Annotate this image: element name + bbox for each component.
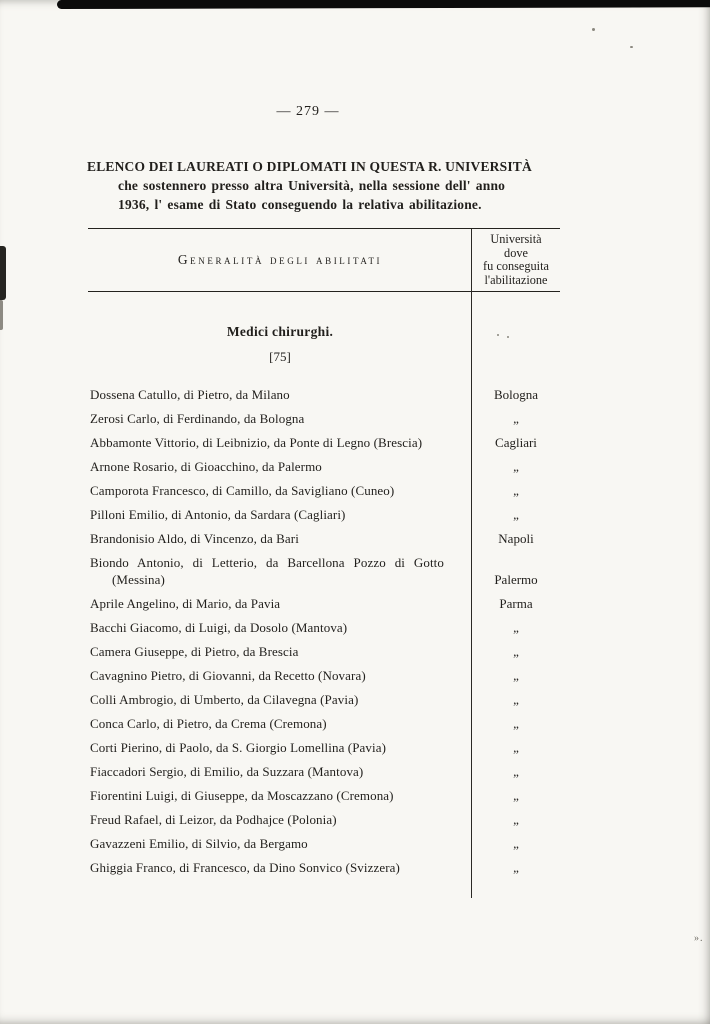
- graduate-name: Pilloni Emilio, di Antonio, da Sardara (Cagliari): [90, 507, 346, 522]
- university-value: „: [513, 811, 519, 827]
- graduate-name: Gavazzeni Emilio, di Silvio, da Bergamo: [90, 835, 308, 851]
- graduate-name: Ghiggia Franco, di Francesco, da Dino Sonvico (Svizzera): [90, 859, 400, 875]
- table-rows: [88, 387, 560, 876]
- title-line-2: che sostennero presso altra Università, nella sessione dell' anno: [118, 178, 506, 193]
- university-value: „: [513, 459, 519, 474]
- table-row: [88, 812, 560, 829]
- table-row: [88, 387, 560, 404]
- graduate-name: Corti Pierino, di Paolo, da S. Giorgio Lomellina (Pavia): [90, 739, 387, 755]
- university-value: „: [513, 619, 519, 635]
- table-row: [88, 596, 560, 613]
- right-header-line: fu conseguita: [483, 259, 549, 273]
- graduate-name: Cavagnino Pietro, di Giovanni, da Recetto (Novara): [90, 667, 366, 683]
- university-value: Cagliari: [495, 435, 537, 450]
- graduate-name: Fiorentini Luigi, di Giuseppe, da Moscazzano (Cremona): [90, 787, 394, 803]
- table-row: [88, 483, 560, 500]
- scan-artifact-margin-mark: ».: [694, 933, 704, 944]
- scan-artifact-top-bar: [57, 0, 710, 9]
- right-header-line: dove: [504, 245, 528, 260]
- title-line-1: ELENCO DEI LAUREATI O DIPLOMATI IN QUESTA R. UNIVERSITÀ: [87, 159, 532, 174]
- table-row: [88, 788, 560, 805]
- table-row: [88, 860, 560, 877]
- university-value: „: [513, 835, 519, 851]
- graduate-name: Bacchi Giacomo, di Luigi, da Dosolo (Mantova): [90, 619, 348, 635]
- university-value: „: [513, 411, 519, 426]
- table-row: [88, 459, 560, 476]
- scan-artifact-left-smudge: [0, 246, 6, 300]
- university-value: „: [513, 483, 519, 498]
- university-value: „: [513, 739, 519, 755]
- table-row: [88, 435, 560, 452]
- university-value: „: [513, 715, 519, 731]
- scan-artifact-speck: [630, 46, 633, 48]
- scan-artifact-speck: [592, 28, 595, 31]
- table-row: [88, 740, 560, 757]
- graduate-name: Brandonisio Aldo, di Vincenzo, da Bari: [90, 531, 299, 546]
- university-value: „: [513, 643, 519, 659]
- table-row: [88, 411, 560, 428]
- graduate-name: Abbamonte Vittorio, di Leibnizio, da Ponte di Legno (Brescia): [90, 435, 423, 450]
- scan-artifact-left-smudge: [0, 300, 3, 330]
- right-header-line: Università: [490, 232, 542, 246]
- table-row: [88, 764, 560, 781]
- graduate-name: Biondo Antonio, di Letterio, da Barcellona Pozzo di Gotto (Messina): [90, 555, 444, 587]
- university-value: Bologna: [493, 387, 539, 402]
- page-number: — 279 —: [276, 104, 340, 119]
- graduate-name: Dossena Catullo, di Pietro, da Milano: [90, 387, 290, 402]
- university-value: „: [513, 667, 519, 683]
- section-count: [75]: [269, 349, 291, 364]
- university-value: Napoli: [498, 531, 534, 546]
- table-body: [88, 324, 560, 898]
- table-row: [88, 531, 560, 548]
- right-header-line: l'abilitazione: [484, 272, 548, 287]
- university-value: „: [513, 691, 519, 707]
- graduates-table: [88, 228, 560, 898]
- table-header: [88, 229, 560, 292]
- table-row: [88, 507, 560, 524]
- table-row: [88, 668, 560, 685]
- table-row: [88, 620, 560, 637]
- graduate-name: Fiaccadori Sergio, di Emilio, da Suzzara (Mantova): [90, 763, 364, 779]
- graduate-name: Zerosi Carlo, di Ferdinando, da Bologna: [90, 411, 305, 426]
- university-value: „: [513, 507, 519, 522]
- university-value: „: [513, 859, 519, 875]
- graduate-name: Arnone Rosario, di Gioacchino, da Palermo: [90, 459, 322, 474]
- column-header-universita: [472, 229, 560, 291]
- university-value: „: [513, 787, 519, 803]
- table-row: [88, 836, 560, 853]
- graduate-name: Aprile Angelino, di Mario, da Pavia: [90, 595, 281, 611]
- graduate-name: Conca Carlo, di Pietro, da Crema (Cremona): [90, 715, 327, 731]
- graduate-name: Camera Giuseppe, di Pietro, da Brescia: [90, 643, 299, 659]
- university-value: Parma: [499, 595, 533, 611]
- graduate-name: Freud Rafael, di Leizor, da Podhajce (Polonia): [90, 811, 337, 827]
- table-row: [88, 555, 560, 588]
- graduate-name: Camporota Francesco, di Camillo, da Savigliano (Cuneo): [90, 483, 395, 498]
- table-row: [88, 644, 560, 661]
- university-value: „: [513, 763, 519, 779]
- table-row: [88, 692, 560, 709]
- document-title: [87, 157, 561, 214]
- university-value: Palermo: [494, 571, 538, 587]
- title-line-3: 1936, l' esame di Stato conseguendo la relativa abilitazione.: [118, 197, 482, 212]
- table-row: [88, 716, 560, 733]
- graduate-name: Colli Ambrogio, di Umberto, da Cilavegna (Pavia): [90, 691, 359, 707]
- section-heading: Medici chirurghi.: [226, 324, 334, 339]
- column-header-generalita: Generalità degli abilitati: [177, 252, 383, 267]
